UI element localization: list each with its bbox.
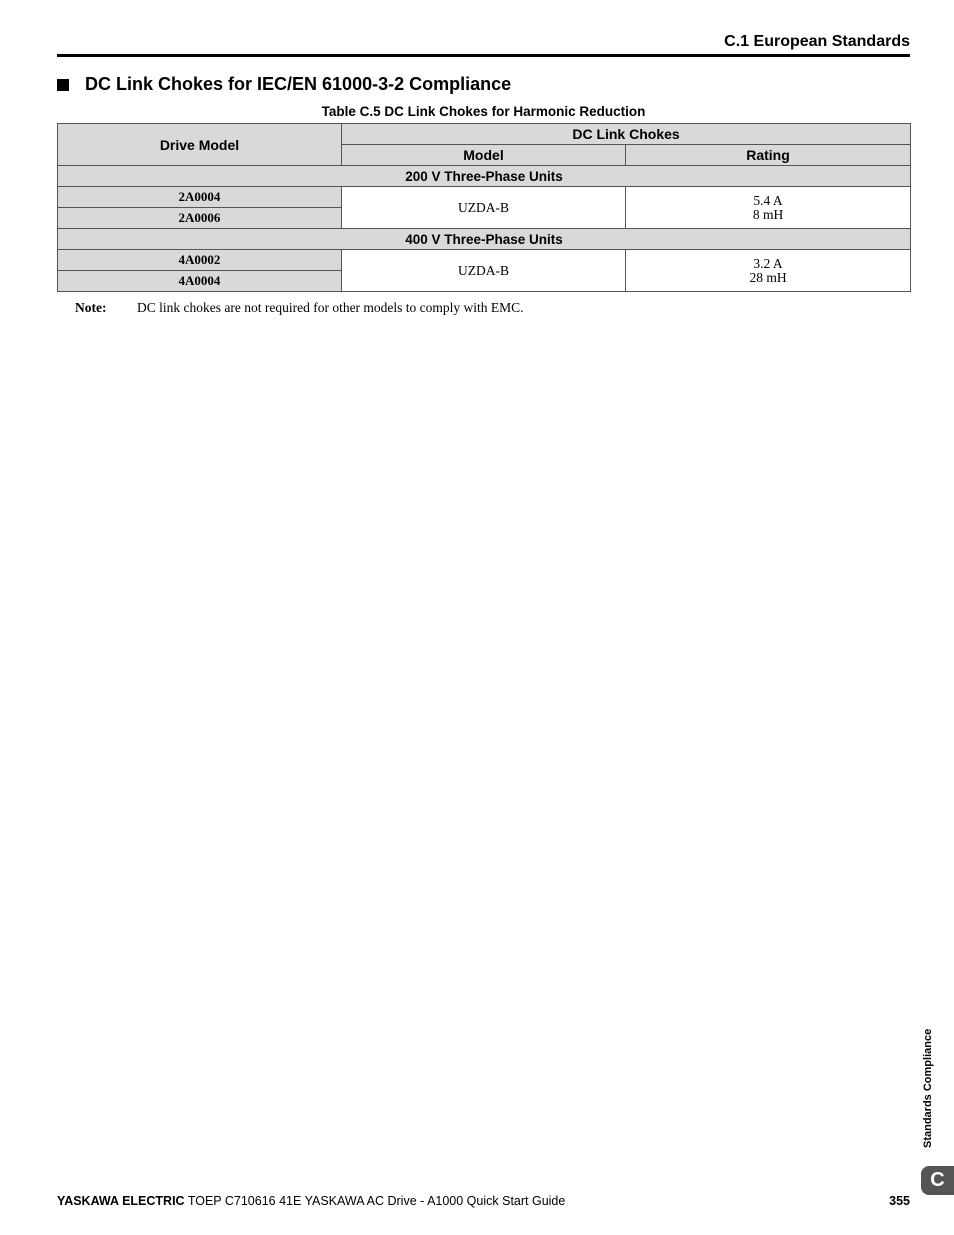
rating-cell: [626, 187, 911, 229]
choke-model-cell: UZDA-B: [342, 187, 626, 229]
dc-link-chokes-table: [57, 123, 911, 292]
rating-current: 5.4 A: [753, 192, 783, 208]
table-caption: Table C.5 DC Link Chokes for Harmonic Reduction: [321, 104, 646, 119]
header-rating: Rating: [626, 145, 911, 166]
chapter-tab: [921, 1166, 954, 1195]
note: [75, 300, 524, 316]
header-dc-link-chokes: DC Link Chokes: [342, 124, 911, 145]
footer-brand: YASKAWA ELECTRIC: [57, 1194, 185, 1208]
group-label-200v: 200 V Three-Phase Units: [58, 166, 911, 187]
rating-cell: [626, 250, 911, 292]
rating-current: 3.2 A: [753, 255, 783, 271]
choke-model-cell: UZDA-B: [342, 250, 626, 292]
header-model: Model: [342, 145, 626, 166]
drive-model-cell: 4A0002: [58, 250, 342, 271]
header-drive-model: Drive Model: [58, 124, 342, 166]
note-label: Note:: [75, 300, 107, 315]
table-row: [58, 187, 911, 208]
chapter-tab-letter: C: [930, 1169, 945, 1191]
note-text: DC link chokes are not required for other models to comply with EMC.: [137, 300, 524, 315]
drive-model-cell: 2A0006: [58, 208, 342, 229]
header-title: C.1 European Standards: [724, 33, 910, 50]
section-heading-text: DC Link Chokes for IEC/EN 61000-3-2 Compliance: [85, 74, 512, 94]
drive-model-cell: 2A0004: [58, 187, 342, 208]
rating-inductance: 28 mH: [749, 269, 787, 285]
section-heading: [57, 74, 511, 95]
drive-model-cell: 4A0004: [58, 271, 342, 292]
side-tab-label: Standards Compliance: [922, 1028, 934, 1148]
table-row: [58, 250, 911, 271]
footer-doc: TOEP C710616 41E YASKAWA AC Drive - A1000 Quick Start Guide: [184, 1194, 566, 1208]
page-number: 355: [889, 1194, 910, 1208]
rating-inductance: 8 mH: [752, 206, 784, 222]
square-bullet-icon: [57, 79, 69, 91]
group-label-400v: 400 V Three-Phase Units: [58, 229, 911, 250]
footer: [57, 1194, 565, 1208]
header-rule: [57, 54, 910, 57]
